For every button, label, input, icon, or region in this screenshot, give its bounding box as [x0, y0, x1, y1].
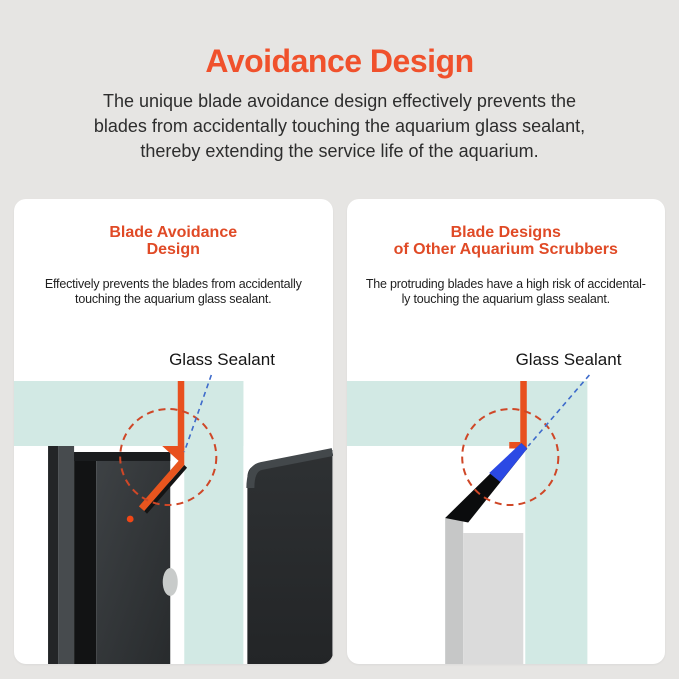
orange-indicator-dot [127, 516, 134, 523]
glass-sealant-label: Glass Sealant [169, 350, 275, 369]
comparison-panels [14, 199, 665, 664]
page-title: Avoidance Design [205, 43, 474, 79]
sealant-line [520, 381, 527, 450]
subtitle-line: The unique blade avoidance design effectively prevents the [103, 91, 576, 111]
scrubber-groove [74, 452, 96, 664]
panel-heading-line: of Other Aquarium Scrubbers [393, 241, 618, 258]
glass-side-pane [525, 381, 587, 664]
scraper-holder-edge [445, 518, 463, 664]
panel-description-line: touching the aquarium glass sealant. [75, 292, 272, 306]
panel-description [347, 277, 666, 307]
glass-sealant-label: Glass Sealant [515, 350, 622, 369]
panel-description [14, 277, 333, 307]
glass-side-pane [184, 381, 243, 664]
subtitle-line: thereby extending the service life of the aquarium. [140, 141, 539, 161]
header [0, 0, 679, 164]
subtitle-line: blades from accidentally touching the aquarium glass sealant, [93, 116, 586, 136]
avoidance-illustration [14, 373, 333, 664]
panel-heading-line: Blade Avoidance [109, 224, 238, 241]
panel-heading [14, 224, 333, 258]
panel-description-line: Effectively prevents the blades from accidentally [44, 277, 302, 291]
scrubber-body-right [247, 450, 332, 664]
scrubber-left-bevel [58, 446, 74, 664]
glass-top-pane [347, 381, 525, 446]
panel-description-line: The protruding blades have a high risk of accidental- [365, 277, 646, 291]
panel-heading-line: Design [146, 241, 200, 258]
panel-other-scrubbers [347, 199, 666, 664]
scraper-holder-body [463, 533, 523, 664]
scrubber-left-edge [48, 446, 58, 664]
sealant-line [178, 381, 185, 450]
panel-heading [347, 224, 666, 258]
scrubber-top-edge [74, 452, 170, 461]
scrubber-knob [163, 568, 178, 596]
blade-tip [489, 443, 527, 482]
panel-blade-avoidance [14, 199, 333, 664]
panel-description-line: ly touching the aquarium glass sealant. [401, 292, 610, 306]
page-subtitle [0, 89, 679, 164]
other-scrubber-illustration [347, 373, 666, 664]
panel-heading-line: Blade Designs [450, 224, 561, 241]
